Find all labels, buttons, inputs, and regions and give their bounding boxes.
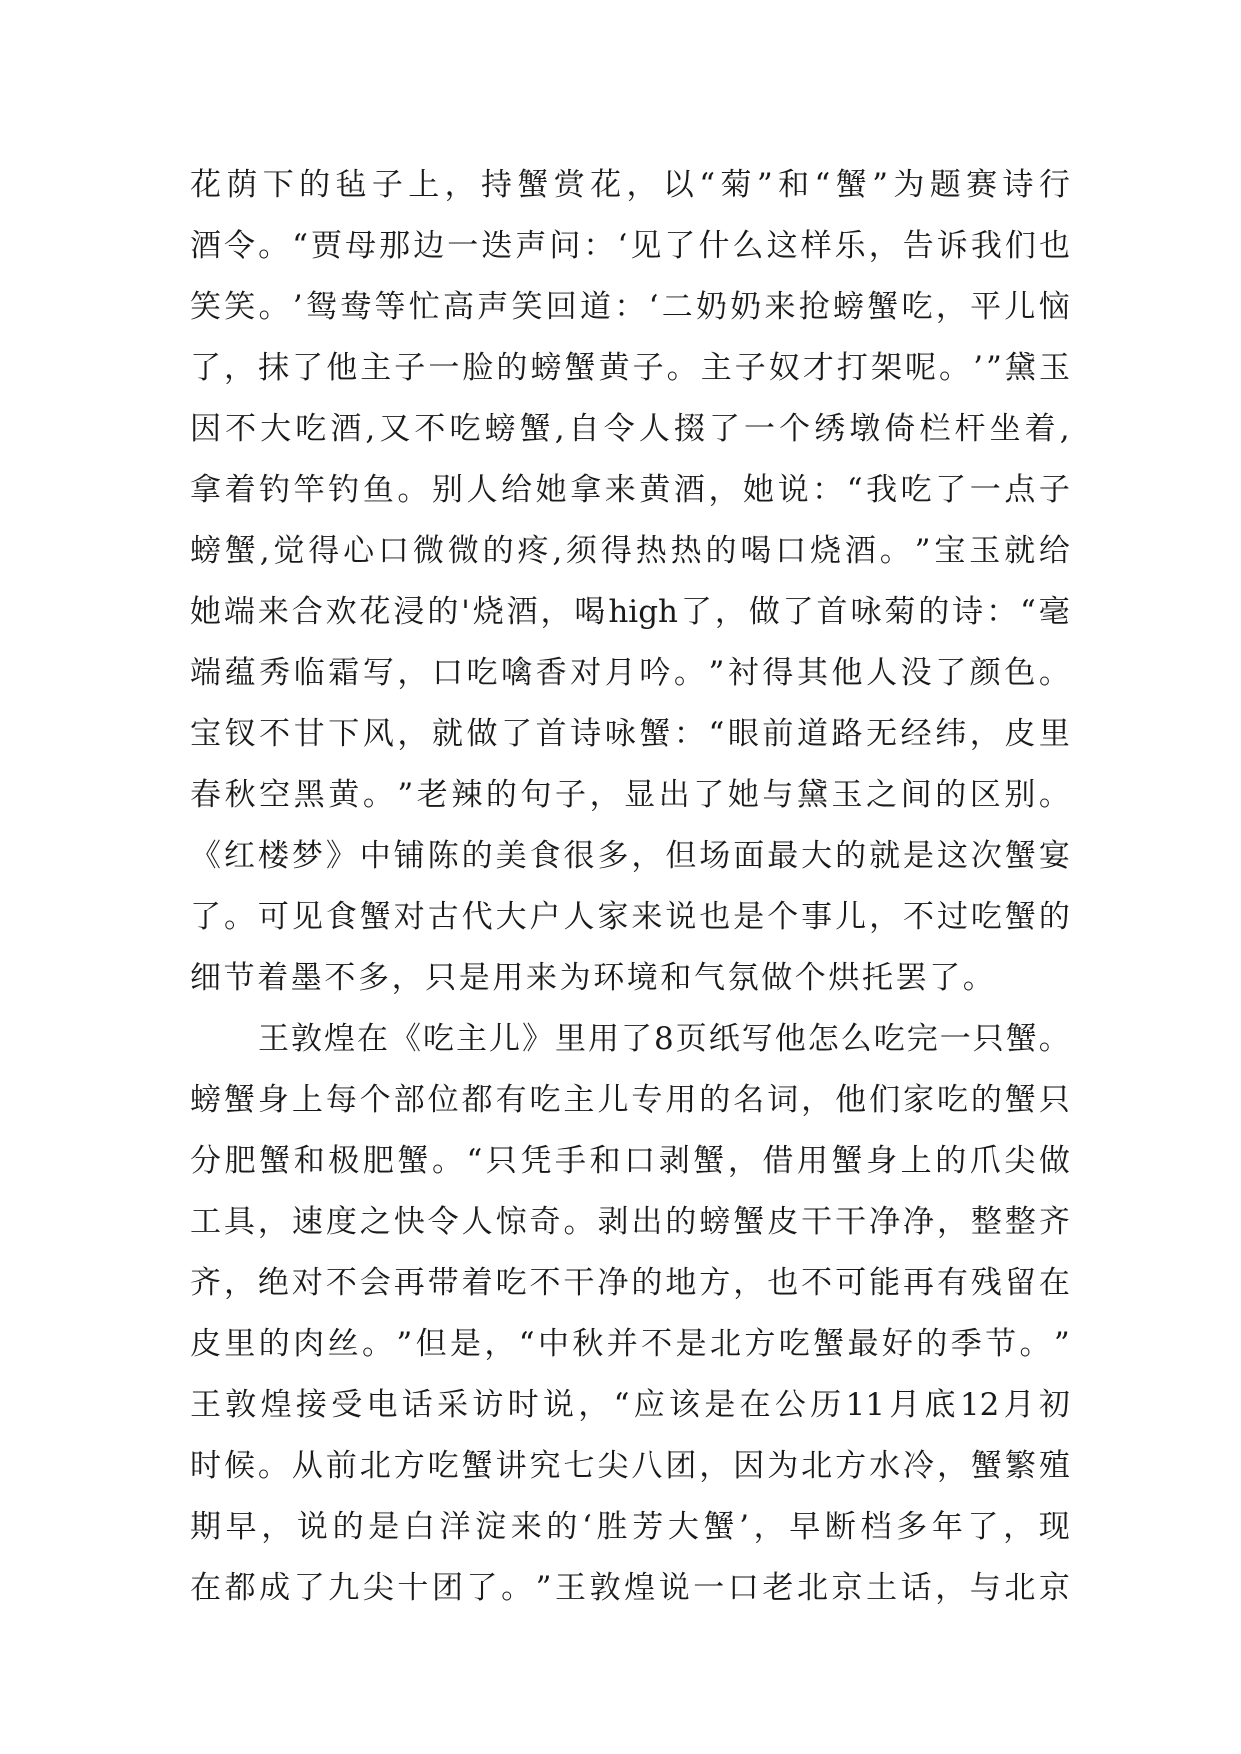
text-line: 酒 令 。 “ 贾 母 那 边 一 迭 声 问 ： ‘ 见 了 什 么 这 样 乐 ， 告 诉 我 们 也: [190, 228, 1070, 264]
text-line: 在 都 成 了 九 尖 十 团 了 。 ” 王 敦 煌 说 一 口 老 北 京 土 话 ， 与 北 京: [190, 1570, 1070, 1606]
text-line: 拿 着 钓 竿 钓 鱼 。 别 人 给 她 拿 来 黄 酒 ， 她 说 ： “ 我 吃 了 一 点 子: [190, 472, 1070, 508]
text-line: 时 候 。 从 前 北 方 吃 蟹 讲 究 七 尖 八 团 ， 因 为 北 方 水 冷 ， 蟹 繁 殖: [190, 1448, 1070, 1484]
document-body: [190, 155, 1070, 1619]
text-line: 了 。 可 见 食 蟹 对 古 代 大 户 人 家 来 说 也 是 个 事 儿 ， 不 过 吃 蟹 的: [190, 899, 1070, 935]
text-line: 《 红 楼 梦 》 中 铺 陈 的 美 食 很 多 ， 但 场 面 最 大 的 就 是 这 次 蟹 宴: [190, 838, 1070, 874]
text-line: 皮 里 的 肉 丝 。 ” 但 是 ， “ 中 秋 并 不 是 北 方 吃 蟹 最 好 的 季 节 。 ”: [190, 1326, 1070, 1362]
text-line: 分 肥 蟹 和 极 肥 蟹 。 “ 只 凭 手 和 口 剥 蟹 ， 借 用 蟹 身 上 的 爪 尖 做: [190, 1143, 1070, 1179]
text-line: 笑 笑 。 ’ 鸳 鸯 等 忙 高 声 笑 回 道 ： ‘ 二 奶 奶 来 抢 螃 蟹 吃 ， 平 儿 恼: [190, 289, 1070, 325]
text-line: 期 早 ， 说 的 是 白 洋 淀 来 的 ‘ 胜 芳 大 蟹 ’ ， 早 断 档 多 年 了 ， 现: [190, 1509, 1070, 1545]
text-line: 宝 钗 不 甘 下 风 ， 就 做 了 首 诗 咏 蟹 ： “ 眼 前 道 路 无 经 纬 ， 皮 里: [190, 716, 1070, 752]
text-line: 螃 蟹 , 觉 得 心 口 微 微 的 疼 , 须 得 热 热 的 喝 口 烧 酒 。 ” 宝 玉 就 给: [190, 533, 1070, 569]
text-line: 端 蕴 秀 临 霜 写 ， 口 吃 噙 香 对 月 吟 。 ” 衬 得 其 他 人 没 了 颜 色 。: [190, 655, 1070, 691]
text-line: 工 具 ， 速 度 之 快 令 人 惊 奇 。 剥 出 的 螃 蟹 皮 干 干 净 净 ， 整 整 齐: [190, 1204, 1070, 1240]
text-line: 她 端 来 合 欢 花 浸 的 ' 烧 酒 ， 喝 high 了 ， 做 了 首 咏 菊 的 诗 ： “ 毫: [190, 594, 1070, 630]
text-line: 王 敦 煌 在 《 吃 主 儿 》 里 用 了 8 页 纸 写 他 怎 么 吃 完 一 只 蟹 。: [258, 1021, 1070, 1057]
text-line: 王 敦 煌 接 受 电 话 采 访 时 说 ， “ 应 该 是 在 公 历 11 月 底 12 月 初: [190, 1387, 1070, 1423]
text-line: 螃 蟹 身 上 每 个 部 位 都 有 吃 主 儿 专 用 的 名 词 ， 他 们 家 吃 的 蟹 只: [190, 1082, 1070, 1118]
text-line: 齐 ， 绝 对 不 会 再 带 着 吃 不 干 净 的 地 方 ， 也 不 可 能 再 有 残 留 在: [190, 1265, 1070, 1301]
text-line: 了 ， 抹 了 他 主 子 一 脸 的 螃 蟹 黄 子 。 主 子 奴 才 打 架 呢 。 ’ ” 黛 玉: [190, 350, 1070, 386]
text-line: 因 不 大 吃 酒 , 又 不 吃 螃 蟹 , 自 令 人 掇 了 一 个 绣 墩 倚 栏 杆 坐 着 ,: [190, 411, 1070, 447]
text-line: 花 荫 下 的 毡 子 上 ， 持 蟹 赏 花 ， 以 “ 菊 ” 和 “ 蟹 ” 为 题 赛 诗 行: [190, 167, 1070, 203]
text-line: 春 秋 空 黑 黄 。 ” 老 辣 的 句 子 ， 显 出 了 她 与 黛 玉 之 间 的 区 别 。: [190, 777, 1070, 813]
text-line: 细节着墨不多，只是用来为环境和气氛做个烘托罢了。: [190, 960, 997, 996]
